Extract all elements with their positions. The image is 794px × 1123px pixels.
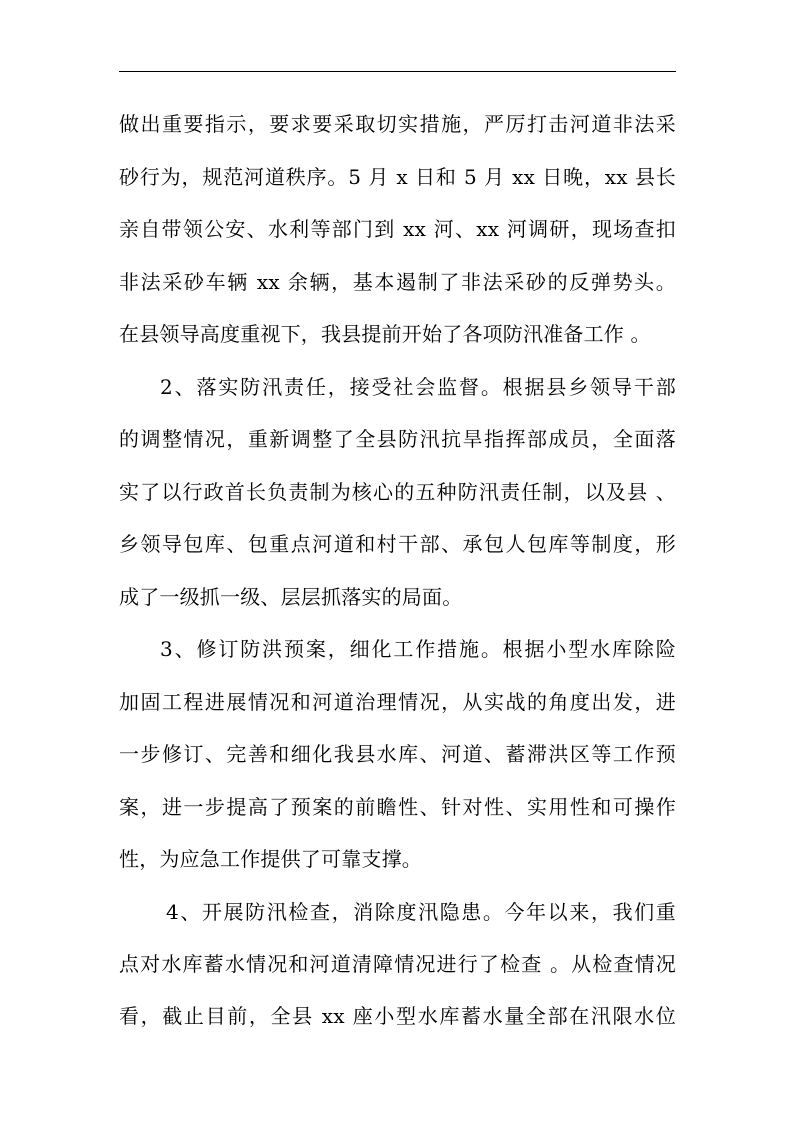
- text-line: 加固工程进展情况和河道治理情况，从实战的角度出发，进: [119, 690, 676, 714]
- text-line: 砂行为，规范河道秩序。5 月 x 日和 5 月 xx 日晚，xx 县长: [119, 165, 676, 189]
- text-line: 的调整情况，重新调整了全县防汛抗旱指挥部成员，全面落: [119, 427, 676, 451]
- text-line: 看，截止目前，全县 xx 座小型水库蓄水量全部在汛限水位: [119, 1004, 676, 1028]
- text-line: 点对水库蓄水情况和河道清障情况进行了检查 。从检查情况: [119, 952, 676, 976]
- text-line: 非法采砂车辆 xx 余辆，基本遏制了非法采砂的反弹势头。: [119, 270, 676, 294]
- text-line: 性，为应急工作提供了可靠支撑。: [119, 847, 422, 871]
- text-line: 实了以行政首长负责制为核心的五种防汛责任制，以及县 、: [119, 480, 676, 504]
- paragraph-2-first-line: 2、落实防汛责任，接受社会监督。根据县乡领导干部: [160, 375, 676, 399]
- text-line: 成了一级抓一级、层层抓落实的局面。: [119, 585, 463, 609]
- paragraph-4-first-line: 4、开展防汛检查，消除度汛隐患。今年以来，我们重: [166, 900, 676, 924]
- text-line: 一步修订、完善和细化我县水库、河道、蓄滞洪区等工作预: [119, 742, 676, 766]
- text-line: 在县领导高度重视下，我县提前开始了各项防汛准备工作 。: [119, 322, 651, 346]
- text-line: 亲自带领公安、水利等部门到 xx 河、xx 河调研，现场查扣: [119, 217, 676, 241]
- paragraph-3-first-line: 3、修订防洪预案，细化工作措施。根据小型水库除险: [160, 637, 676, 661]
- text-line: 乡领导包库、包重点河道和村干部、承包人包库等制度，形: [119, 532, 676, 556]
- header-rule: [119, 71, 676, 72]
- text-line: 做出重要指示，要求要采取切实措施，严厉打击河道非法采: [119, 112, 676, 136]
- text-line: 案，进一步提高了预案的前瞻性、针对性、实用性和可操作: [119, 795, 676, 819]
